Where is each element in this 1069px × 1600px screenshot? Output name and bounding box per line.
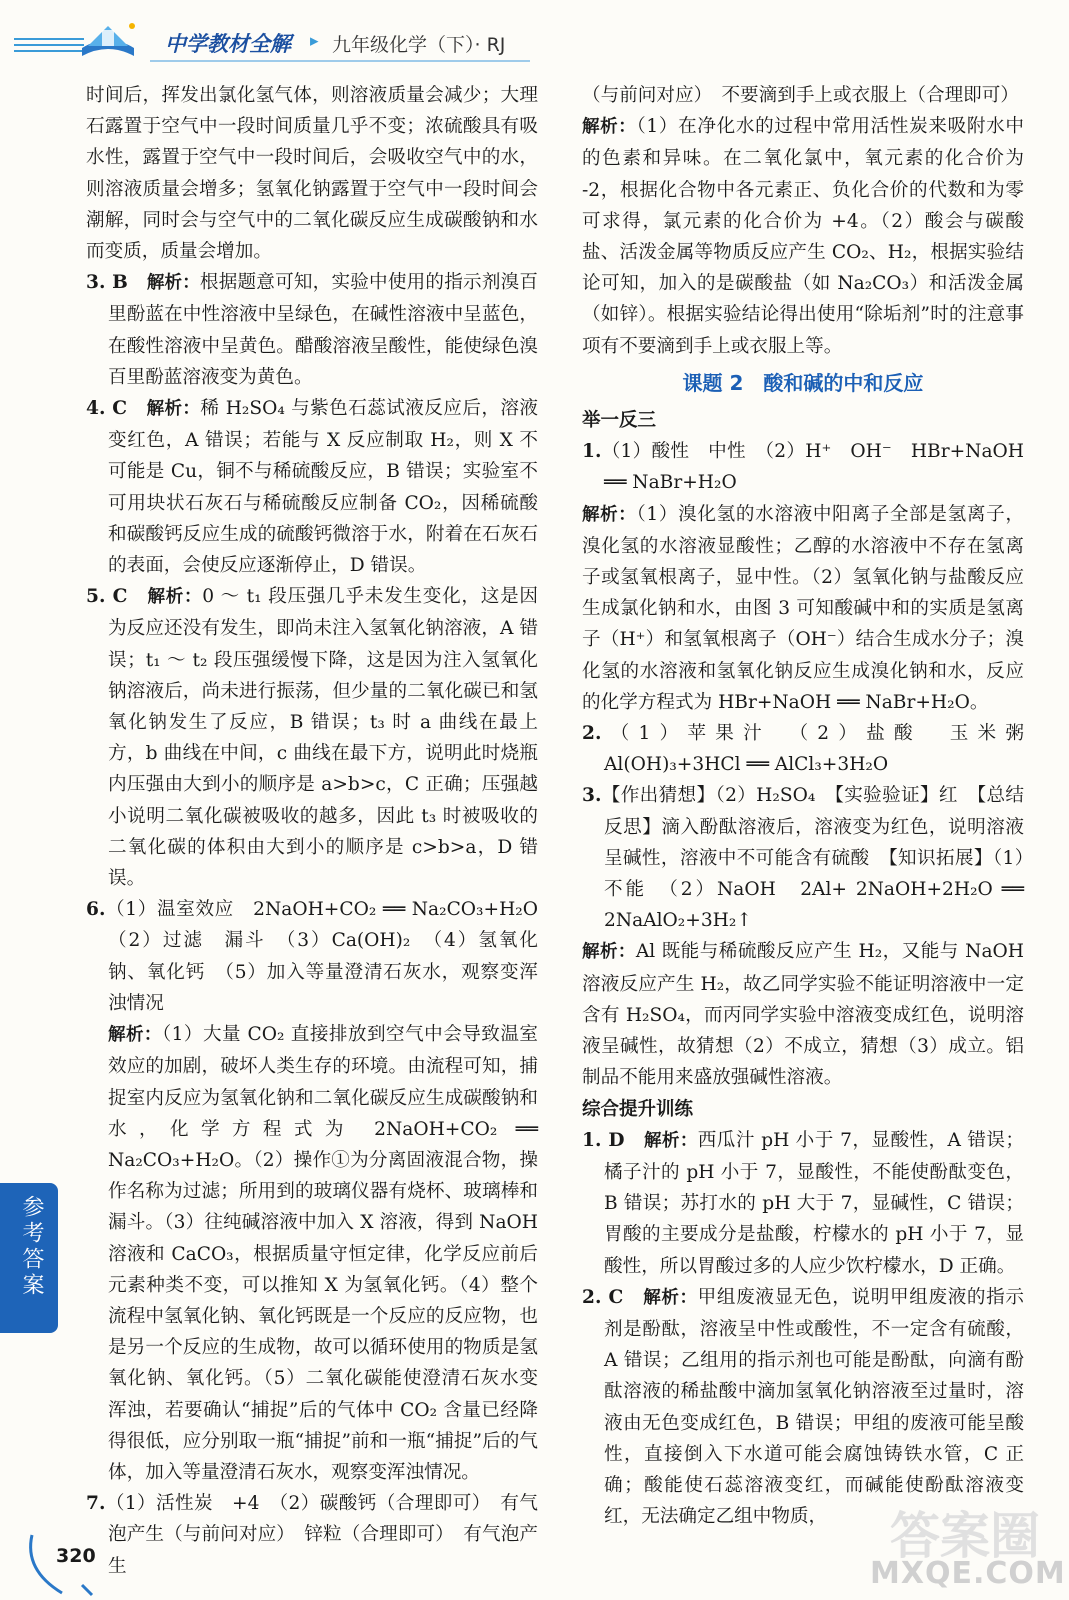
header-decoration-lines	[14, 38, 84, 58]
answer-item: 6.（1）温室效应 2NaOH+CO₂ ══ Na₂CO₃+H₂O （2）过滤 漏斗 （3）Ca(OH)₂ （4）氢氧化钠、氧化钙 （5）加入等量澄清石灰水，观察变浑浊情况	[86, 899, 557, 1014]
analysis: 解析：（1）溴化氢的水溶液中阳离子全部是氢离子，溴化氢的水溶液显酸性；乙醇的水溶液中不存在氢离子或氢氧根离子，显中性。（2）氢氧化钠与盐酸反应生成氯化钠和水，由图 3 可知酸碱中和的实质是氢离子（H⁺）和氢氧根离子（OH⁻）结合生成水分子；溴化氢的水溶液和氢氧化钠反应生成溴化钠和水，反应的化学方程式为 HBr+NaOH ══ NaBr+H₂O。	[582, 503, 1024, 713]
answer-item: 5. C 解析：0 ～ t₁ 段压强几乎未发生变化，这是因为反应还没有发生，即尚未注入氢氧化钠溶液，A 错误；t₁ ～ t₂ 段压强缓慢下降，这是因为注入氢氧化钠溶液后，尚未进行振荡，但少量的二氧化碳已和氢氧化钠发生了反应，B 错误；t₃ 时 a 曲线在最上方，b 曲线在中间，c 曲线在最下方，说明此时烧瓶内压强由大到小的顺序是 a>b>c，C 正确；压强越小说明二氧化碳被吸收的越多，因此 t₃ 时被吸收的二氧化碳的体积由大到小的顺序是 c>b>a，D 错误。	[86, 586, 538, 890]
paragraph: （与前问对应） 不要滴到手上或衣服上（合理即可）	[582, 85, 1019, 106]
sub-heading: 综合提升训练	[582, 1098, 694, 1120]
analysis: 解析：Al 既能与稀硫酸反应产生 H₂，又能与 NaOH 溶液反应产生 H₂，故乙同学实验不能证明溶液中一定含有 H₂SO₄，而丙同学实验中溶液变成红色，说明溶液呈碱性，故猜想（2）不成立，猜想（3）成立。铝制品不能用来盛放强碱性溶液。	[582, 941, 1024, 1089]
book-logo-icon	[78, 18, 138, 64]
answer-item: 1.（1）酸性 中性 （2）H⁺ OH⁻ HBr+NaOH ══ NaBr+H₂O	[582, 441, 1024, 494]
answer-item: 2.（1）苹果汁 （2）盐酸 玉米粥 Al(OH)₃+3HCl ══ AlCl₃+3H₂O	[582, 723, 1043, 776]
side-tab-label: 参考答案	[19, 1195, 44, 1299]
answer-item: 3. B 解析：根据题意可知，实验中使用的指示剂溴百里酚蓝在中性溶液中呈绿色，在碱性溶液中呈蓝色，在酸性溶液中呈黄色。醋酸溶液呈酸性，能使绿色溴百里酚蓝溶液变为黄色。	[86, 272, 538, 388]
answer-item: 7.（1）活性炭 +4 （2）碳酸钙（合理即可） 有气泡产生（与前问对应） 锌粒（合理即可） 有气泡产生	[86, 1493, 538, 1577]
analysis: 解析：（1）在净化水的过程中常用活性炭来吸附水中的色素和异味。在二氧化氯中，氧元素的化合价为 -2，根据化合物中各元素正、负化合价的代数和为零可求得，氯元素的化合价为 +4。（2）酸会与碳酸盐、活泼金属等物质反应产生 CO₂、H₂，根据实验结论可知，加入的是碳酸盐（如 Na₂CO₃）和活泼金属（如锌）。根据实验结论得出使用“除垢剂”时的注意事项有不要滴到手上或衣服上等。	[582, 116, 1024, 357]
header-underline	[150, 60, 530, 62]
answer-item: 1. D 解析：西瓜汁 pH 小于 7，显酸性，A 错误；橘子汁的 pH 小于 7，显酸性，不能使酚酞变色，B 错误；苏打水的 pH 大于 7，显碱性，C 错误；胃酸的主要成分是盐酸，柠檬水的 pH 小于 7，显酸性，所以胃酸过多的人应少饮柠檬水，D 正确。	[582, 1129, 1024, 1277]
watermark-logo: 答案圈	[890, 1507, 1040, 1565]
page-number: 320	[56, 1545, 96, 1567]
side-tab-answers	[0, 1183, 58, 1333]
answer-item: 4. C 解析：稀 H₂SO₄ 与紫色石蕊试液反应后，溶液变红色，A 错误；若能与 X 反应制取 H₂，则 X 不可能是 Cu，铜不与稀硫酸反应，B 错误；实验室不可用块状石灰石与稀硫酸反应制备 CO₂，因稀硫酸和碳酸钙反应生成的硫酸钙微溶于水，附着在石灰石的表面，会使反应逐渐停止，D 错误。	[86, 398, 538, 577]
section-title: 课题 2 酸和碱的中和反应	[682, 370, 924, 395]
watermark-url: MXQE.COM	[870, 1556, 1066, 1591]
sub-heading: 举一反三	[582, 410, 657, 432]
page-header	[0, 0, 1069, 70]
answer-item: 2. C 解析：甲组废液显无色，说明甲组废液的指示剂是酚酞，溶液呈中性或酸性，不一定含有硫酸，A 错误；乙组用的指示剂也可能是酚酞，向滴有酚酞溶液的稀盐酸中滴加氢氧化钠溶液至过量时，溶液由无色变成红色，B 错误；甲组的废液可能呈酸性，直接倒入下水道可能会腐蚀铸铁水管，C 正确；酸能使石蕊溶液变红，而碱能使酚酞溶液变红，无法确定乙组中物质，	[582, 1286, 1024, 1528]
answer-item: 3.【作出猜想】（2）H₂SO₄ 【实验验证】红 【总结反思】滴入酚酞溶液后，溶液变为红色，说明溶液呈碱性，溶液中不可能含有硫酸 【知识拓展】（1）不能 （2）NaOH 2Al+ 2NaOH+2H₂O ══ 2NaAlO₂+3H₂↑	[582, 785, 1024, 932]
analysis: 解析：（1）大量 CO₂ 直接排放到空气中会导致温室效应的加剧，破坏人类生存的环境。由流程可知，捕捉室内反应为氢氧化钠和二氧化碳反应生成碳酸钠和水，化学方程式为 2NaOH+CO₂ ══ Na₂CO₃+H₂O。（2）操作①为分离固液混合物，操作名称为过滤；所用到的玻璃仪器有烧杯、玻璃棒和漏斗。（3）往纯碱溶液中加入 X 溶液，得到 NaOH 溶液和 CaCO₃，根据质量守恒定律，化学反应前后元素种类不变，可以推知 X 为氢氧化钙。（4）整个流程中氢氧化钠、氧化钙既是一个反应的反应物，也是另一个反应的生成物，故可以循环使用的物质是氢氧化钠、氧化钙。（5）二氧化碳能使澄清石灰水变浑浊，若要确认“捕捉”后的气体中 CO₂ 含量已经降得很低，应分别取一瓶“捕捉”前和一瓶“捕捉”后的气体，加入等量澄清石灰水，观察变浑浊情况。	[108, 1024, 539, 1483]
left-column	[86, 80, 557, 1582]
paragraph: 时间后，挥发出氯化氢气体，则溶液质量会减少；大理石露置于空气中一段时间质量几乎不变；浓硫酸具有吸水性，露置于空气中一段时间后，会吸收空气中的水，则溶液质量会增多；氢氧化钠露置于空气中一段时间会潮解，同时会与空气中的二氧化碳反应生成碳酸钠和水而变质，质量会增加。	[86, 85, 538, 263]
book-subtitle: 九年级化学（下）· RJ	[332, 34, 506, 56]
book-title: 中学教材全解	[165, 32, 291, 56]
right-column	[582, 80, 1043, 1532]
header-arrow-icon: ▸	[310, 31, 319, 51]
